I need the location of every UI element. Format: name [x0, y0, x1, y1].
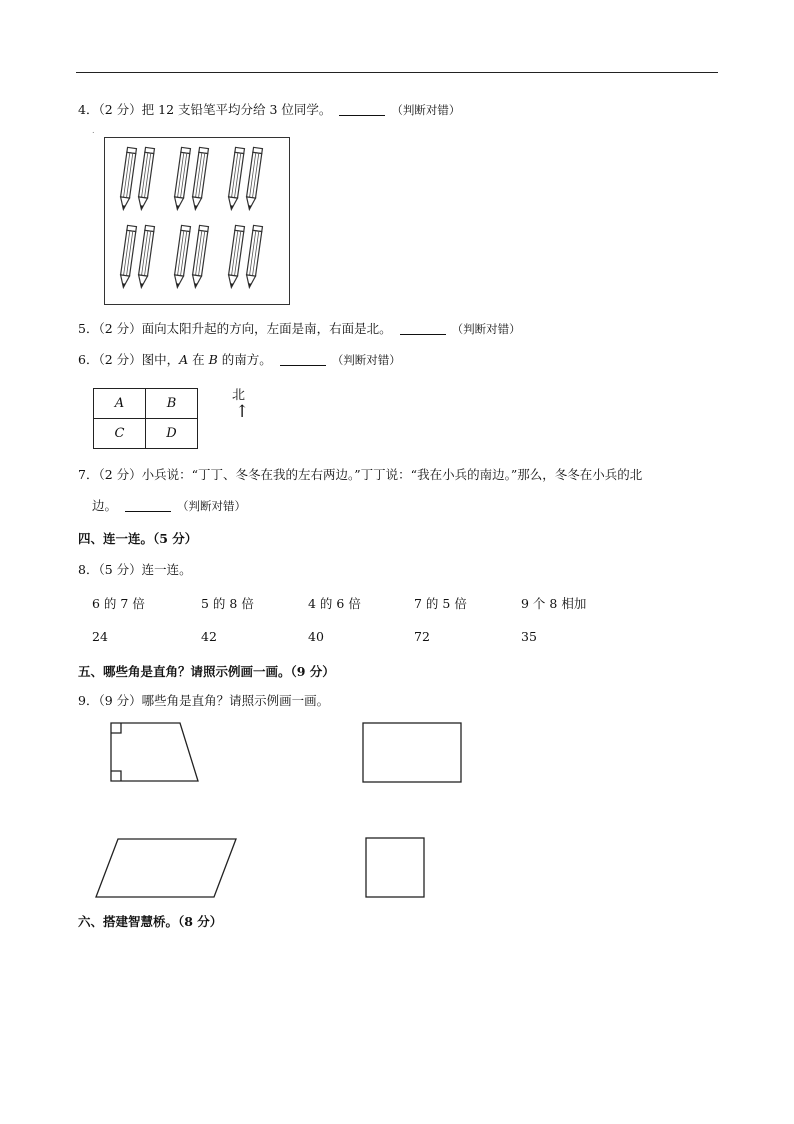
match-item-bottom[interactable]: 35 [521, 629, 537, 644]
trapezoid-example-shape [111, 723, 198, 781]
question-score: （2 分） [98, 467, 142, 482]
judge-hint: （判断对错） [451, 322, 521, 336]
grid-cell-c: C [94, 419, 146, 449]
question-score: （2 分） [98, 321, 142, 336]
match-item-bottom[interactable]: 42 [201, 629, 217, 644]
section-4-title: 四、连一连。（5 分） [78, 531, 198, 546]
question-text: 的南方。 [217, 352, 272, 367]
match-item-top[interactable]: 5 的 8 倍 [201, 596, 254, 611]
section-5-title: 五、哪些角是直角？请照示例画一画。（9 分） [78, 664, 335, 679]
north-label: 北 [232, 388, 246, 403]
match-item-bottom[interactable]: 24 [92, 629, 108, 644]
match-item-top[interactable]: 7 的 5 倍 [414, 596, 467, 611]
question-score: （5 分） [98, 562, 142, 577]
north-arrow-icon: ↑ [235, 402, 250, 422]
judge-hint: （判断对错） [331, 353, 401, 367]
question-number: 9． [78, 693, 99, 708]
question-score: （2 分） [98, 102, 142, 117]
question-score: （9 分） [98, 693, 142, 708]
question-score: （2 分） [98, 352, 142, 367]
question-text: 哪些角是直角？请照示例画一画。 [141, 693, 330, 708]
question-number: 5． [78, 321, 99, 336]
question-text: 在 [188, 352, 209, 367]
match-item-top[interactable]: 9 个 8 相加 [521, 596, 587, 611]
rectangle-shape[interactable] [363, 723, 461, 782]
stray-dot: . [92, 126, 95, 135]
question-text: 连一连。 [141, 562, 192, 577]
question-number: 8． [78, 562, 99, 577]
square-shape[interactable] [366, 838, 424, 897]
section-6-title: 六、搭建智慧桥。（8 分） [78, 914, 223, 929]
match-item-top[interactable]: 6 的 7 倍 [92, 596, 145, 611]
match-item-bottom[interactable]: 72 [414, 629, 430, 644]
question-number: 4． [78, 102, 99, 117]
question-text: 小兵说：“丁丁、冬冬在我的左右两边。”丁丁说：“我在小兵的南边。”那么，冬冬在小兵的北 [141, 467, 643, 482]
judge-hint: （判断对错） [391, 103, 461, 117]
match-item-bottom[interactable]: 40 [308, 629, 324, 644]
grid-cell-a: A [94, 389, 146, 419]
question-text: 图中， [141, 352, 180, 367]
question-text: 面向太阳升起的方向，左面是南，右面是北。 [141, 321, 392, 336]
grid-cell-d: D [146, 419, 198, 449]
variable-a: A [179, 352, 189, 367]
question-text: 边。 [92, 498, 118, 513]
grid-cell-b: B [146, 389, 198, 419]
question-text: 把 12 支铅笔平均分给 3 位同学。 [141, 102, 332, 117]
question-number: 7． [78, 467, 99, 482]
judge-hint: （判断对错） [177, 499, 247, 513]
match-item-top[interactable]: 4 的 6 倍 [308, 596, 361, 611]
question-number: 6． [78, 352, 99, 367]
variable-b: B [208, 352, 218, 367]
parallelogram-shape[interactable] [96, 839, 236, 897]
